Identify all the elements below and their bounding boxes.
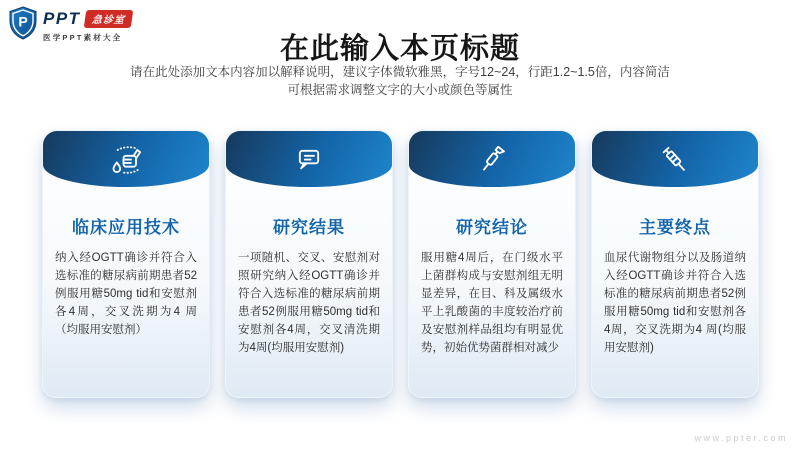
card-header <box>43 131 209 187</box>
card-clinical-application <box>42 130 210 398</box>
hand-hygiene-icon <box>106 140 146 180</box>
card-title: 临床应用技术 <box>72 218 180 237</box>
subtitle-line-1: 请在此处添加文本内容加以解释说明，建议字体微软雅黑，字号12~24，行距1.2~1.5倍，内容简洁 <box>130 65 670 79</box>
card-title: 研究结果 <box>273 218 345 237</box>
brand-tagline: 医学PPT素材大全 <box>43 33 123 42</box>
card-header <box>592 131 758 187</box>
card-body-text: 服用糖4周后，在门级水平上菌群构成与安慰剂组无明显差异，在目、科及属级水平上乳酸菌的丰度较治疗前及安慰剂样品组均有明显优势，初始优势菌群相对减少 <box>421 252 563 354</box>
page-subtitle <box>0 64 800 99</box>
watermark-url: www.ppter.com <box>694 433 788 443</box>
card-header <box>409 131 575 187</box>
brand-name: PPT <box>43 9 81 28</box>
subtitle-line-2: 可根据需求调整文字的大小或颜色等属性 <box>287 82 513 97</box>
card-study-conclusion <box>408 130 576 398</box>
card-body-text: 纳入经OGTT确诊并符合入选标准的糖尿病前期患者52例服用糖50mg tid和安慰剂各4周，交叉洗期为4 周（均服用安慰剂） <box>55 252 197 336</box>
shield-letter: P <box>18 13 28 30</box>
card-row <box>42 130 759 398</box>
card-title: 主要终点 <box>639 218 711 237</box>
drill-icon <box>472 140 512 180</box>
card-title: 研究结论 <box>456 218 528 237</box>
syringe-icon <box>655 140 695 180</box>
page-title: 在此输入本页标题 <box>279 33 520 65</box>
comment-icon <box>289 140 329 180</box>
card-body-text: 血尿代谢物组分以及肠道纳入经OGTT确诊并符合入选标准的糖尿病前期患者52例服用糖50mg tid和安慰剂各4周，交叉洗期为4 周(均服用安慰剂) <box>604 252 746 354</box>
card-primary-endpoint <box>591 130 759 398</box>
card-study-results <box>225 130 393 398</box>
brand-badge: 急诊室 <box>83 10 133 28</box>
card-body-text: 一项随机、交叉、安慰剂对照研究纳入经OGTT确诊并符合入选标准的糖尿病前期患者52例服用糖50mg tid和安慰剂各4周，交叉清洗期为4周(均服用安慰剂) <box>238 252 380 354</box>
card-header <box>226 131 392 187</box>
